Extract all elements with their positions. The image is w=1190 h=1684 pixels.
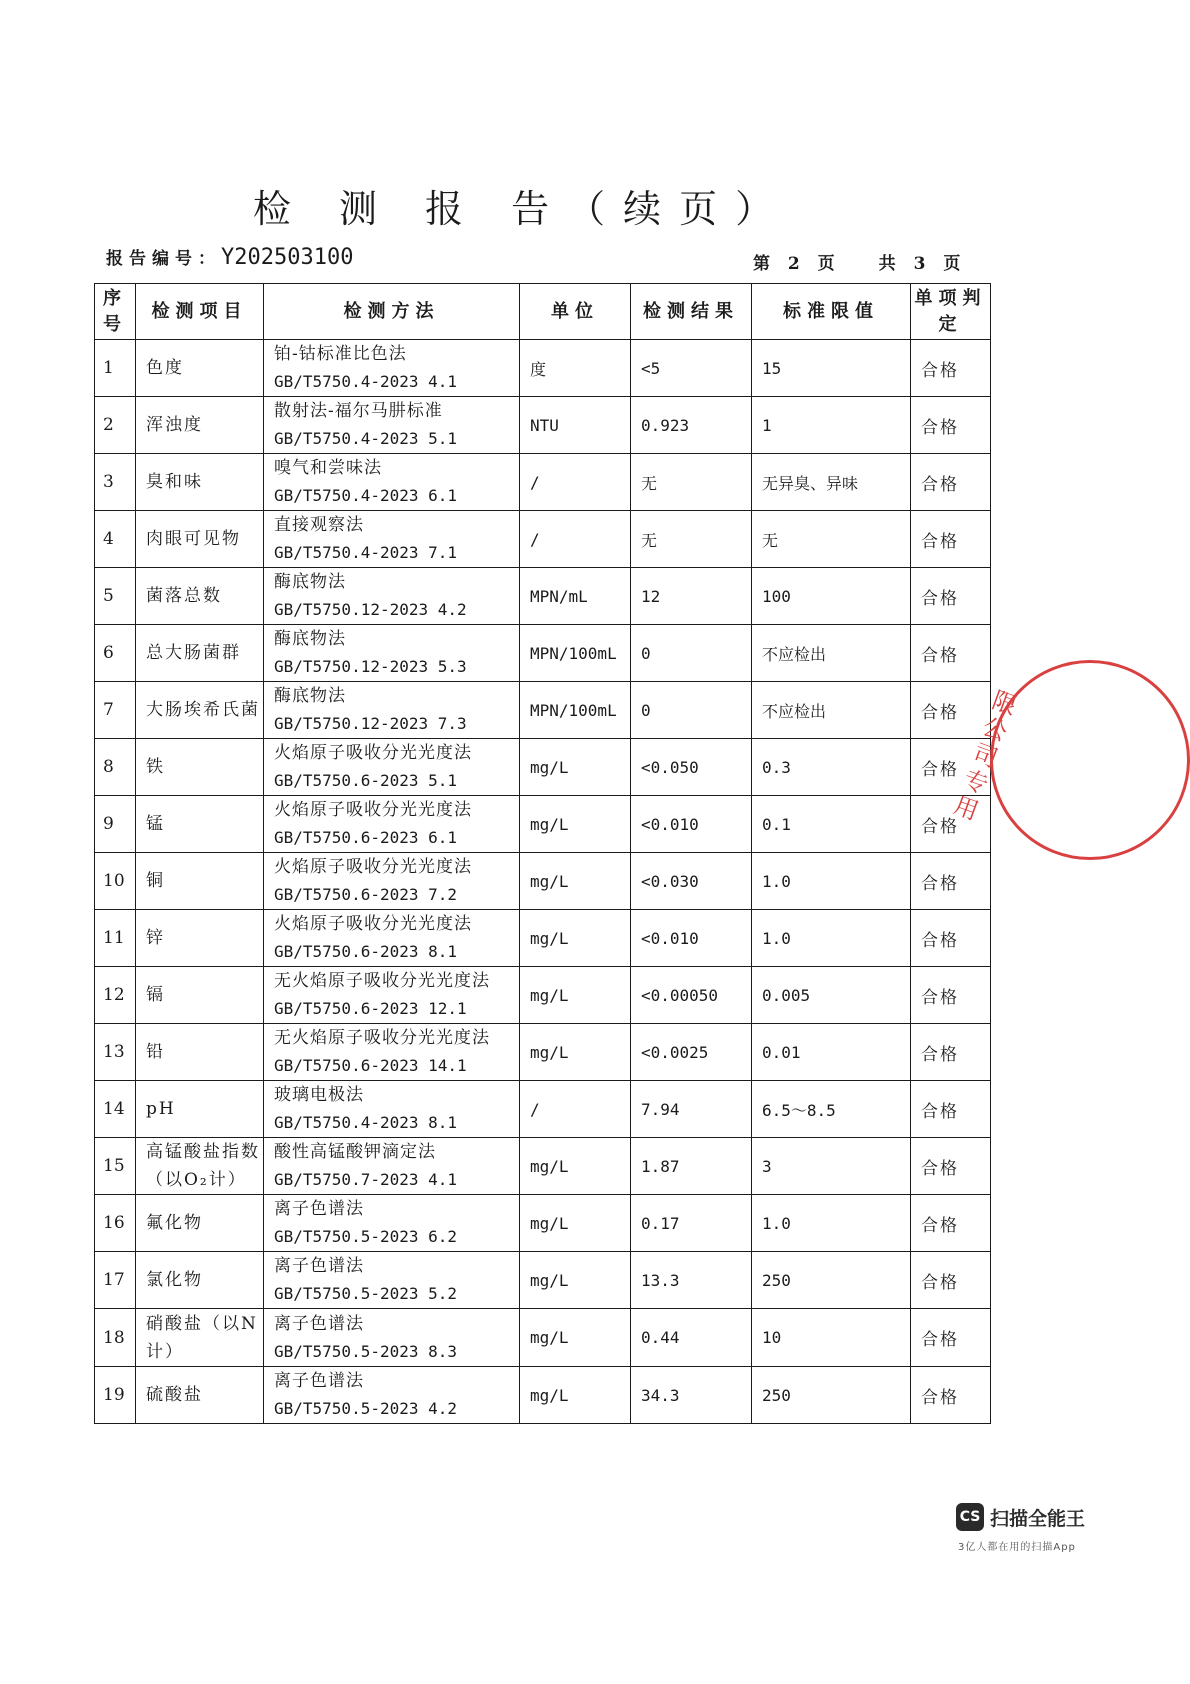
method-name: 酸性高锰酸钾滴定法 [274, 1142, 436, 1162]
cell-item: 氟化物 [136, 1195, 264, 1252]
method-name: 离子色谱法 [274, 1256, 364, 1276]
table-row [95, 739, 991, 796]
cell-judge: 合格 [911, 511, 991, 568]
method-standard: GB/T5750.6-2023 14.1 [274, 1056, 467, 1075]
method-name: 酶底物法 [274, 629, 346, 649]
cell-unit: mg/L [520, 1367, 631, 1424]
header-limit: 标准限值 [752, 284, 911, 340]
table-row [95, 1252, 991, 1309]
cell-judge: 合格 [911, 910, 991, 967]
header-judge: 单项判定 [911, 284, 991, 340]
cell-seq: 10 [95, 853, 136, 910]
cell-seq: 7 [95, 682, 136, 739]
method-standard: GB/T5750.6-2023 12.1 [274, 999, 467, 1018]
cell-seq: 9 [95, 796, 136, 853]
cell-result: 34.3 [631, 1367, 752, 1424]
cell-method [264, 1138, 520, 1195]
cell-method [264, 568, 520, 625]
cell-unit: mg/L [520, 1138, 631, 1195]
cell-method [264, 1195, 520, 1252]
scanner-watermark [956, 1503, 1085, 1531]
seal-ring [990, 660, 1190, 860]
cell-method [264, 1367, 520, 1424]
cell-result: <0.050 [631, 739, 752, 796]
cell-unit: mg/L [520, 910, 631, 967]
cell-seq: 3 [95, 454, 136, 511]
cell-unit: / [520, 1081, 631, 1138]
cell-limit: 0.005 [752, 967, 911, 1024]
cell-unit: / [520, 511, 631, 568]
cell-result: 7.94 [631, 1081, 752, 1138]
cell-limit: 无异臭、异味 [752, 454, 911, 511]
cell-method [264, 397, 520, 454]
cell-method [264, 739, 520, 796]
cell-unit: MPN/mL [520, 568, 631, 625]
cell-item: 镉 [136, 967, 264, 1024]
method-standard: GB/T5750.4-2023 5.1 [274, 429, 458, 448]
cell-unit: mg/L [520, 967, 631, 1024]
cell-limit: 100 [752, 568, 911, 625]
cell-result: <0.010 [631, 796, 752, 853]
cell-seq: 13 [95, 1024, 136, 1081]
cell-item: 色度 [136, 340, 264, 397]
cell-item: 肉眼可见物 [136, 511, 264, 568]
cell-method [264, 1309, 520, 1367]
cell-result: 0 [631, 625, 752, 682]
method-standard: GB/T5750.5-2023 6.2 [274, 1227, 458, 1246]
cell-item: 锰 [136, 796, 264, 853]
cell-unit: 度 [520, 340, 631, 397]
cell-judge: 合格 [911, 1024, 991, 1081]
method-standard: GB/T5750.7-2023 4.1 [274, 1170, 458, 1189]
method-name: 玻璃电极法 [274, 1085, 364, 1105]
table-row [95, 1024, 991, 1081]
cell-judge: 合格 [911, 625, 991, 682]
cell-item: 硫酸盐 [136, 1367, 264, 1424]
cell-seq: 15 [95, 1138, 136, 1195]
cell-judge: 合格 [911, 454, 991, 511]
cell-limit: 250 [752, 1367, 911, 1424]
method-standard: GB/T5750.5-2023 4.2 [274, 1399, 458, 1418]
method-standard: GB/T5750.4-2023 8.1 [274, 1113, 458, 1132]
cell-unit: MPN/100mL [520, 682, 631, 739]
table-row [95, 568, 991, 625]
cell-result: 13.3 [631, 1252, 752, 1309]
cell-item: 铜 [136, 853, 264, 910]
cell-judge: 合格 [911, 796, 991, 853]
cell-limit: 1.0 [752, 1195, 911, 1252]
cell-judge: 合格 [911, 967, 991, 1024]
cell-seq: 8 [95, 739, 136, 796]
method-standard: GB/T5750.12-2023 4.2 [274, 600, 467, 619]
cell-result: 0.923 [631, 397, 752, 454]
cell-result: <0.0025 [631, 1024, 752, 1081]
cell-seq: 17 [95, 1252, 136, 1309]
cell-limit: 不应检出 [752, 682, 911, 739]
cell-seq: 5 [95, 568, 136, 625]
scanner-tagline: 3亿人都在用的扫描App [958, 1542, 1076, 1553]
cell-item: 臭和味 [136, 454, 264, 511]
cell-judge: 合格 [911, 1081, 991, 1138]
cell-item: 硝酸盐（以N计） [136, 1309, 264, 1367]
cell-judge: 合格 [911, 739, 991, 796]
cell-judge: 合格 [911, 853, 991, 910]
table-row [95, 853, 991, 910]
cell-method [264, 682, 520, 739]
cell-judge: 合格 [911, 1252, 991, 1309]
cell-unit: mg/L [520, 796, 631, 853]
table-row [95, 796, 991, 853]
table-row [95, 682, 991, 739]
cell-unit: mg/L [520, 1309, 631, 1367]
header-item: 检测项目 [136, 284, 264, 340]
cell-judge: 合格 [911, 568, 991, 625]
cell-item: 铅 [136, 1024, 264, 1081]
cell-seq: 2 [95, 397, 136, 454]
cell-unit: / [520, 454, 631, 511]
method-name: 嗅气和尝味法 [274, 458, 382, 478]
table-row [95, 511, 991, 568]
method-standard: GB/T5750.6-2023 8.1 [274, 942, 458, 961]
cell-item: 铁 [136, 739, 264, 796]
cell-method [264, 1252, 520, 1309]
cell-seq: 4 [95, 511, 136, 568]
method-standard: GB/T5750.5-2023 5.2 [274, 1284, 458, 1303]
cell-method [264, 511, 520, 568]
cell-unit: mg/L [520, 1195, 631, 1252]
page-total: 共 3 页 [878, 254, 967, 274]
cell-unit: mg/L [520, 853, 631, 910]
cell-item: 锌 [136, 910, 264, 967]
cell-method [264, 1081, 520, 1138]
cell-unit: mg/L [520, 739, 631, 796]
cell-limit: 1.0 [752, 853, 911, 910]
method-name: 无火焰原子吸收分光光度法 [274, 1028, 490, 1048]
cell-method [264, 625, 520, 682]
method-standard: GB/T5750.4-2023 6.1 [274, 486, 458, 505]
cell-limit: 不应检出 [752, 625, 911, 682]
camscanner-logo-icon: CS [956, 1503, 984, 1531]
cell-limit: 250 [752, 1252, 911, 1309]
cell-result: <0.00050 [631, 967, 752, 1024]
method-standard: GB/T5750.12-2023 5.3 [274, 657, 467, 676]
page-number: 第 2 页 [753, 254, 841, 274]
cell-method [264, 1024, 520, 1081]
method-standard: GB/T5750.4-2023 4.1 [274, 372, 458, 391]
table-row [95, 910, 991, 967]
method-name: 火焰原子吸收分光光度法 [274, 914, 472, 934]
cell-item: 总大肠菌群 [136, 625, 264, 682]
method-name: 直接观察法 [274, 515, 364, 535]
cell-seq: 12 [95, 967, 136, 1024]
cell-method [264, 796, 520, 853]
cell-limit: 3 [752, 1138, 911, 1195]
seal-text: 限公司专用 [950, 686, 1021, 826]
table-row [95, 967, 991, 1024]
table-row [95, 340, 991, 397]
cell-limit: 无 [752, 511, 911, 568]
report-title: 检 测 报 告（续页） [252, 187, 792, 231]
method-standard: GB/T5750.6-2023 7.2 [274, 885, 458, 904]
results-table [94, 283, 991, 1424]
table-header-row [95, 284, 991, 340]
company-seal [950, 660, 1100, 860]
cell-unit: mg/L [520, 1024, 631, 1081]
cell-seq: 14 [95, 1081, 136, 1138]
method-name: 火焰原子吸收分光光度法 [274, 857, 472, 877]
cell-limit: 1.0 [752, 910, 911, 967]
cell-judge: 合格 [911, 1138, 991, 1195]
cell-seq: 19 [95, 1367, 136, 1424]
cell-limit: 0.1 [752, 796, 911, 853]
cell-result: <5 [631, 340, 752, 397]
cell-result: 0 [631, 682, 752, 739]
table-row [95, 1195, 991, 1252]
cell-method [264, 967, 520, 1024]
cell-item: 浑浊度 [136, 397, 264, 454]
report-number-label: 报告编号： [106, 249, 221, 269]
method-name: 散射法-福尔马肼标准 [274, 401, 443, 421]
table-row [95, 1367, 991, 1424]
cell-method [264, 340, 520, 397]
table-row [95, 1138, 991, 1195]
method-name: 离子色谱法 [274, 1199, 364, 1219]
cell-judge: 合格 [911, 340, 991, 397]
header-unit: 单位 [520, 284, 631, 340]
method-standard: GB/T5750.6-2023 6.1 [274, 828, 458, 847]
cell-item: 氯化物 [136, 1252, 264, 1309]
method-name: 离子色谱法 [274, 1313, 364, 1334]
cell-item: 高锰酸盐指数（以O₂计） [136, 1138, 264, 1195]
table-row [95, 454, 991, 511]
cell-result: 0.44 [631, 1309, 752, 1367]
cell-unit: mg/L [520, 1252, 631, 1309]
table-row [95, 625, 991, 682]
cell-judge: 合格 [911, 1195, 991, 1252]
table-row [95, 1309, 991, 1367]
cell-unit: MPN/100mL [520, 625, 631, 682]
cell-result: <0.030 [631, 853, 752, 910]
cell-seq: 18 [95, 1309, 136, 1367]
cell-judge: 合格 [911, 682, 991, 739]
method-name: 火焰原子吸收分光光度法 [274, 800, 472, 820]
cell-result: 无 [631, 511, 752, 568]
method-standard: GB/T5750.5-2023 8.3 [274, 1341, 458, 1361]
header-method: 检测方法 [264, 284, 520, 340]
cell-judge: 合格 [911, 397, 991, 454]
cell-seq: 6 [95, 625, 136, 682]
cell-method [264, 454, 520, 511]
cell-result: 1.87 [631, 1138, 752, 1195]
cell-seq: 16 [95, 1195, 136, 1252]
table-row [95, 397, 991, 454]
method-name: 铂-钴标准比色法 [274, 344, 407, 364]
header-seq: 序号 [95, 284, 136, 340]
method-name: 火焰原子吸收分光光度法 [274, 743, 472, 763]
scanner-app-name: 扫描全能王 [990, 1507, 1086, 1530]
method-standard: GB/T5750.4-2023 7.1 [274, 543, 458, 562]
method-name: 无火焰原子吸收分光光度法 [274, 971, 490, 991]
cell-limit: 0.01 [752, 1024, 911, 1081]
cell-limit: 6.5～8.5 [752, 1081, 911, 1138]
cell-limit: 1 [752, 397, 911, 454]
cell-item: 菌落总数 [136, 568, 264, 625]
cell-seq: 11 [95, 910, 136, 967]
cell-limit: 0.3 [752, 739, 911, 796]
cell-result: 无 [631, 454, 752, 511]
cell-judge: 合格 [911, 1367, 991, 1424]
page-info [753, 249, 966, 274]
cell-seq: 1 [95, 340, 136, 397]
cell-item: pH [136, 1081, 264, 1138]
method-standard: GB/T5750.6-2023 5.1 [274, 771, 458, 790]
method-name: 酶底物法 [274, 686, 346, 706]
cell-result: 0.17 [631, 1195, 752, 1252]
cell-limit: 15 [752, 340, 911, 397]
method-name: 酶底物法 [274, 572, 346, 592]
cell-item: 大肠埃希氏菌 [136, 682, 264, 739]
method-name: 离子色谱法 [274, 1371, 364, 1391]
cell-result: <0.010 [631, 910, 752, 967]
cell-method [264, 853, 520, 910]
cell-judge: 合格 [911, 1309, 991, 1367]
report-number-value: Y202503100 [221, 245, 354, 270]
report-number [106, 244, 353, 270]
header-result: 检测结果 [631, 284, 752, 340]
cell-method [264, 910, 520, 967]
table-row [95, 1081, 991, 1138]
method-standard: GB/T5750.12-2023 7.3 [274, 714, 467, 733]
cell-unit: NTU [520, 397, 631, 454]
cell-limit: 10 [752, 1309, 911, 1367]
cell-result: 12 [631, 568, 752, 625]
